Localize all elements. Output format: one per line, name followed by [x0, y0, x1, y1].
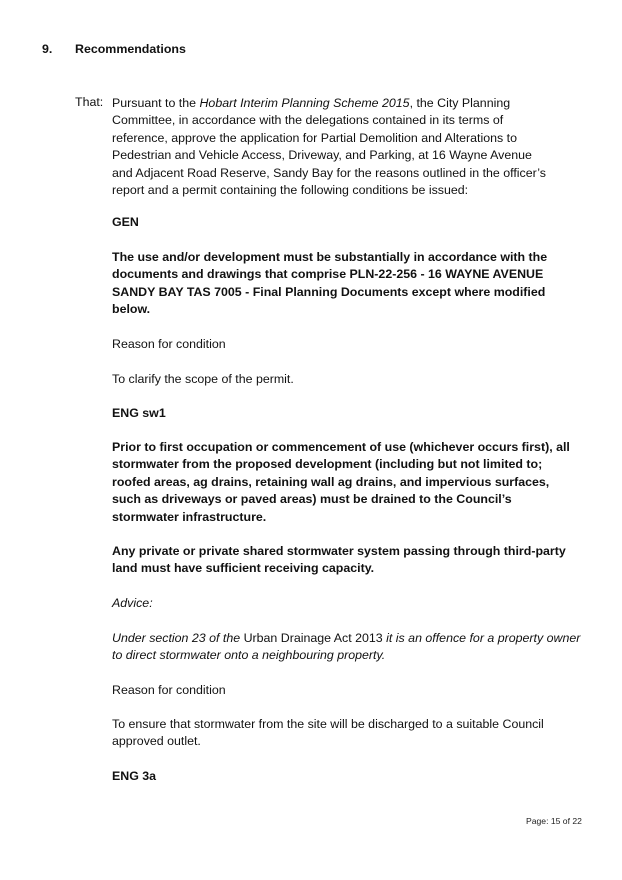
eng-sw1-line: stormwater infrastructure. [112, 509, 267, 524]
gen-reason-label: Reason for condition [112, 337, 226, 351]
advice-line: to direct stormwater onto a neighbouring property. [112, 648, 386, 663]
intro-line: and Adjacent Road Reserve, Sandy Bay for the reasons outlined in the officer’s [112, 165, 546, 180]
eng-sw1-line: Prior to first occupation or commencement of use (whichever occurs first), all [112, 440, 570, 454]
gen-heading: GEN [112, 215, 139, 229]
section-number: 9. [42, 42, 53, 56]
eng-sw1-condition [112, 439, 582, 526]
eng-sw1-line: Any private or private shared stormwater system passing through third-party [112, 544, 566, 558]
gen-line: The use and/or development must be substantially in accordance with the [112, 250, 548, 264]
gen-reason: To clarify the scope of the permit. [112, 372, 294, 386]
gen-line: documents and drawings that comprise PLN-22-256 - 16 WAYNE AVENUE [112, 267, 544, 282]
eng-sw1-line: roofed areas, ag drains, retaining wall ag drains, and impervious surfaces, [112, 474, 550, 489]
intro-paragraph [112, 95, 582, 199]
eng-sw1-line: land must have sufficient receiving capacity. [112, 561, 375, 576]
intro-line: Pedestrian and Vehicle Access, Driveway, and Parking, at 16 Wayne Avenue [112, 148, 532, 163]
eng-sw1-reason [112, 716, 582, 751]
intro-line: Pursuant to the Hobart Interim Planning Scheme 2015, the City Planning [112, 96, 511, 110]
eng-sw1-line: such as driveways or paved areas) must be drained to the Council’s [112, 492, 512, 507]
reason-line: To ensure that stormwater from the site will be discharged to a suitable Council [112, 717, 544, 731]
intro-line: reference, approve the application for Partial Demolition and Alterations to [112, 130, 517, 145]
advice-line: Under section 23 of the Urban Drainage Act 2013 it is an offence for a property owner [112, 631, 581, 645]
intro-line: Committee, in accordance with the delegations contained in its terms of [112, 113, 504, 128]
section-title: Recommendations [75, 42, 186, 56]
that-label: That: [75, 95, 104, 109]
eng-sw1-heading: ENG sw1 [112, 406, 166, 420]
eng-sw1-condition-2 [112, 543, 582, 578]
reason-line: approved outlet. [112, 734, 201, 749]
advice-text [112, 630, 582, 665]
gen-condition [112, 249, 582, 319]
page-number: Page: 15 of 22 [526, 816, 582, 826]
advice-label: Advice: [112, 596, 153, 610]
gen-line: SANDY BAY TAS 7005 - Final Planning Documents except where modified [112, 284, 546, 299]
eng-3a-heading: ENG 3a [112, 769, 157, 783]
gen-line: below. [112, 302, 151, 317]
eng-sw1-reason-label: Reason for condition [112, 683, 226, 697]
eng-sw1-line: stormwater from the proposed development (including but not limited to; [112, 457, 543, 472]
intro-line: report and a permit containing the following conditions be issued: [112, 183, 469, 198]
